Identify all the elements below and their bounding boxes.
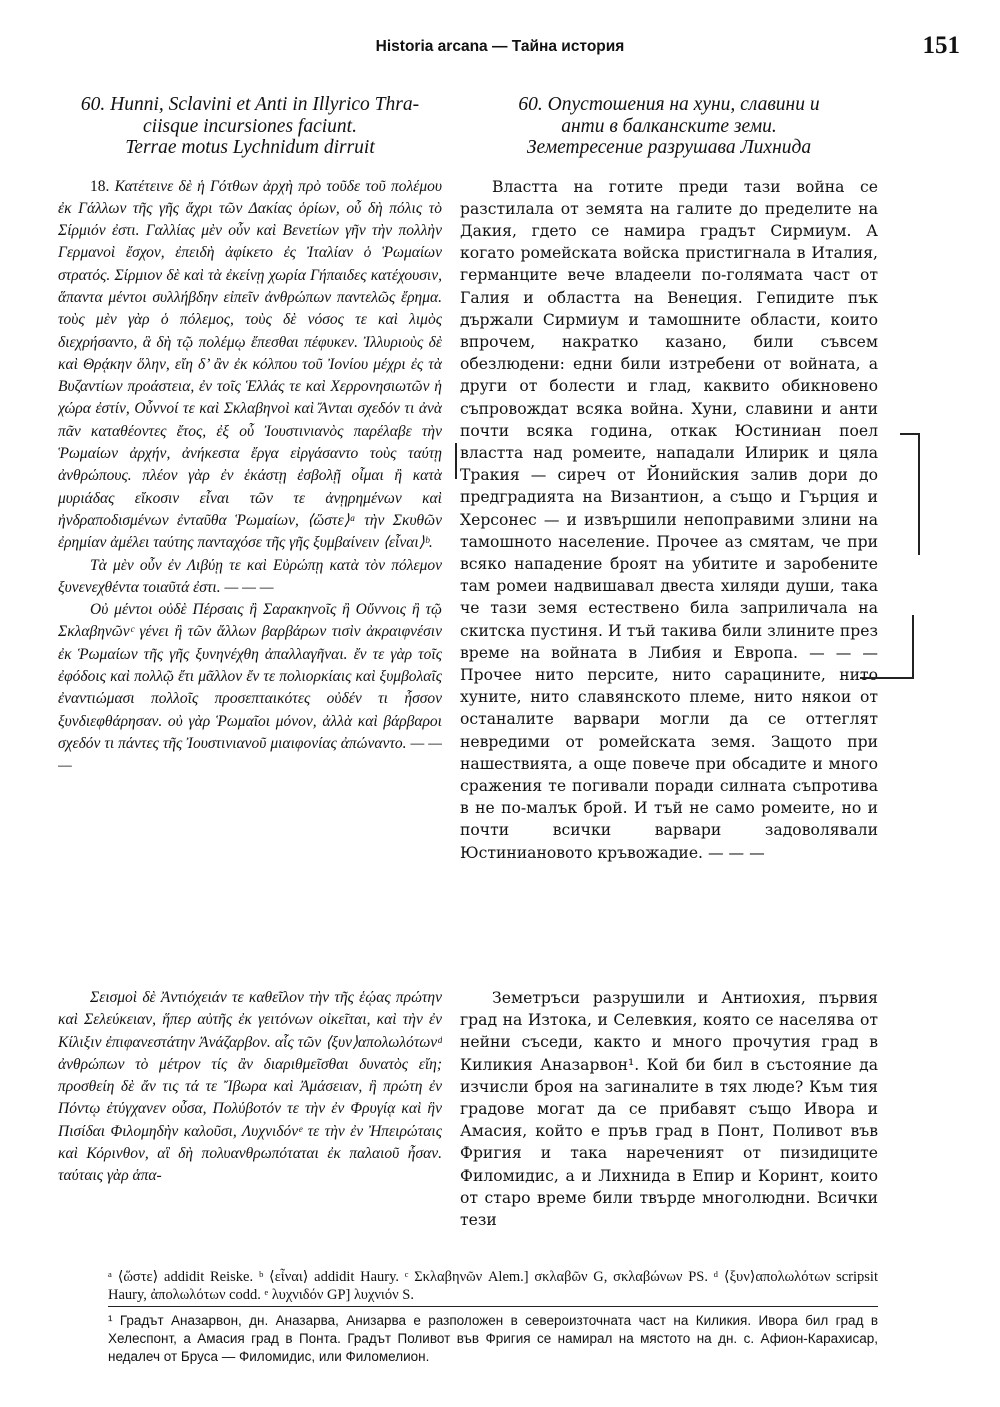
page-number: 151 bbox=[922, 32, 960, 59]
bulgarian-heading-line: 60. Опустошения на хуни, славини и bbox=[518, 94, 820, 115]
bulgarian-column-earthquake bbox=[460, 987, 878, 1231]
footnote-rule bbox=[108, 1306, 878, 1307]
latin-heading-line: 60. Hunni, Sclavini et Anti in Illyrico Thra- bbox=[80, 94, 420, 115]
greek-paragraph: Τὰ μὲν οὖν ἐν Λιβύῃ τε καὶ Εὐρώπῃ κατὰ τὸν πόλεμον ξυνενεχθέντα τοιαῦτά ἐστι. — — — bbox=[58, 556, 442, 596]
greek-column bbox=[58, 94, 442, 778]
running-head bbox=[40, 32, 960, 64]
latin-heading-line: ciisque incursiones faciunt. bbox=[143, 115, 357, 137]
translator-footnote: ¹ Градът Аназарвон, дн. Аназарва, Анизарва е разположен в североизточната част на Киликия. Ивора бил град в Хелеспонт, а Амасия град в Понта. Градът Поливот във Фригия се намирал на мястото на дн. с. Афион-Карахисар, недалеч от Бруса — Филомидис, или Филомелион. bbox=[108, 1313, 878, 1364]
margin-bracket-mark bbox=[860, 677, 914, 679]
margin-bracket-mark bbox=[900, 433, 920, 435]
bulgarian-section-heading bbox=[460, 94, 878, 159]
latin-heading-line: Terrae motus Lychnidum dirruit bbox=[125, 137, 375, 158]
margin-bracket-mark bbox=[912, 615, 914, 677]
section-number: 18. bbox=[90, 177, 110, 195]
greek-paragraph: Οὐ μέντοι οὐδὲ Πέρσαις ἢ Σαρακηνοῖς ἢ Οὔννοις ἢ τῷ Σκλαβηνῶνᶜ γένει ἢ τῶν ἄλλων βαρβάρων τισὶν ἀκραιφνέσιν ἐκ Ῥωμαίων τῆς γῆς ξυνηνέχθη ἀπαλλαγῆναι. ἔν τε γὰρ τοῖς ἐφόδοις καὶ πολλῷ ἔτι μᾶλλον ἔν τε πολιορκίαις καὶ ξυμβολαῖς ἐναντιώμασι πολλοῖς προσεπταικότες οὐδέν τι ἧσσον ξυνδιεφθάρησαν. οὐ γὰρ Ῥωμαῖοι μόνον, ἀλλὰ καὶ βάρβαροι σχεδόν τι πάντες τῆς Ἰουστινιανοῦ μιαιφονίας ἀπώναντο. — — — bbox=[58, 601, 442, 775]
latin-section-heading bbox=[58, 94, 442, 159]
greek-text: Κατέτεινε δὲ ἡ Γότθων ἀρχὴ πρὸ τοῦδε τοῦ πολέμου ἐκ Γάλλων τῆς γῆς ἄχρι τῶν Δακίας ὁρίων, οὗ δὴ πόλις τὸ Σίρμιόν ἐστι. Γαλλίας μὲν οὖν καὶ Βενετίων γῆν τὴν πολλὴν Γερμανοὶ ἔσχον, ἐπειδὴ ἀφίκετο ἐς Ἰταλίαν ὁ Ῥωμαίων στρατός. Σίρμιον δὲ καὶ τὰ ἐκείνῃ χωρία Γήπαιδες κατέχουσιν, ἅπαντα μέντοι συλλήβδην εἰπεῖν ἀνθρώπων παντελῶς ἔρημα. τοὺς μὲν γὰρ ὁ πόλεμος, τοὺς δὲ νόσος τε καὶ λιμὸς διεχρήσαντο, ἃ δὴ τῷ πολέμῳ ἔπεσθαι πέφυκεν. Ἰλλυριοὺς δὲ καὶ Θρᾴκην ὅλην, εἴη δ’ ἂν ἐκ κόλπου τοῦ Ἰονίου μέχρι ἐς τὰ Βυζαντίων προάστεια, ἐν τοῖς Ἑλλάς τε καὶ Χερρονησιωτῶν ἡ χώρα ἐστίν, Οὖννοί τε καὶ Σκλαβηνοὶ καὶ Ἄνται σχεδόν τι ἀνὰ πᾶν καταθέοντες ἔτος, ἐξ οὗ Ἰουστινιανὸς παρέλαβε τὴν Ῥωμαίων ἀρχήν, ἀνήκεστα ἔργα εἰργάσαντο τοὺς ταύτῃ ἀνθρώπους. πλέον γὰρ ἐν ἑκάστῃ ἐσβολῇ οἶμαι ἢ κατὰ μυριάδας εἴκοσιν εἶναι τῶν τε ἀνῃρημένων καὶ ἠνδραποδισμένων ἐνταῦθα Ῥωμαίων, ⟨ὥστε⟩ᵃ τὴν Σκυθῶν ἐρημίαν ἀμέλει ταύτης πανταχόσε τῆς γῆς ξυμβαίνειν ⟨εἶναι⟩ᵇ. bbox=[58, 177, 442, 552]
margin-bracket-mark bbox=[918, 435, 920, 555]
bulgarian-heading-line: Земетресение разрушава Лихнида bbox=[526, 137, 812, 158]
bulgarian-column bbox=[460, 94, 878, 864]
margin-bracket-mark bbox=[455, 443, 457, 479]
bulgarian-paragraph: Земетръси разрушили и Антиохия, първия град на Изтока, и Селевкия, която се населява от нейни съседи, както и много прочутия град в Киликия Аназарвон¹. Кой би бил в състояние да изчисли броя на загиналите в тях люде? Към тия градове могат да се прибавят също Ивора и Амасия, който е пръв град в Понт, Поливот във Фригия и така нареченият от пизидиците Филомидис, а и Лихнида в Епир и Коринт, които от старо време били твърде многолюдни. Всички тези bbox=[460, 989, 878, 1230]
greek-paragraph: Σεισμοὶ δὲ Ἀντιόχειάν τε καθεῖλον τὴν τῆς ἑῴας πρώτην καὶ Σελεύκειαν, ἥπερ αὐτῆς ἐκ γειτόνων οἰκεῖται, καὶ τὴν ἐν Κίλιξιν ἐπιφανεστάτην Ἀνάζαρβον. αἷς τῶν ⟨ξυν⟩απολωλότωνᵈ ἀνθρώπων τὸ μέτρον τίς ἂν διαριθμεῖσθαι δυνατὸς εἴη; προσθείη δὲ ἄν τις τά τε Ἴβωρα καὶ Ἀμάσειαν, ἣ πρώτη ἐν Πόντῳ ἐτύγχανεν οὖσα, Πολύβοτόν τε τὴν ἐν Φρυγίᾳ καὶ ἣν Πισίδαι Φιλομηδὴν καλοῦσι, Λυχνιδόνᵉ τε τὴν ἐν Ἠπειρώταις καὶ Κόρινθον, αἳ δὴ πολυανθρωπόταται ἐκ παλαιοῦ ἦσαν. ταύταις γὰρ ἁπα- bbox=[58, 989, 442, 1185]
greek-column-earthquake bbox=[58, 987, 442, 1188]
critical-apparatus: ᵃ ⟨ὥστε⟩ addidit Reiske. ᵇ ⟨εἶναι⟩ addidit Haury. ᶜ Σκλαβηνῶν Alem.] σκλαβῶν G, σκλαβώνων PS. ᵈ ⟨ξυν⟩απολωλότων scripsit Haury, ἀπολωλότων codd. ᵉ λυχνιδόν GP] λυχνιόν S. bbox=[108, 1269, 878, 1303]
running-title: Historia arcana — Тайна история bbox=[375, 38, 625, 55]
bulgarian-heading-line: анти в балканските земи. bbox=[561, 115, 777, 137]
bulgarian-paragraph: Властта на готите преди тази война се разстилала от земята на галите до пределите на Дакия, гдето се намира градът Сирмиум. А когато ромейската войска пристигнала в Италия, германците вече владеели по-голямата част от Галия и областта на Венеция. Гепидите пък държали Сирмиум и тамошните области, които впрочем, накратко казано, били съвсем обезлюдени: едни били изтребени от войната, а други от болести и глад, каквито обикновено съпровождат всяка война. Хуни, славини и анти почти всяка година, откак Юстиниан поел властта над ромеите, нападали Илирик и цяла Тракия — сиреч от Йонийския залив дори до предградията на Византион, а също и Гърция и Херсонес — и извършили непоправими злини на тамошното население. Прочее аз смятам, че при всяко нападение броят на убитите и заробените там ромеи надвишавал двеста хиляди души, така че тази земя естествено била заприличала на скитска пустиня. И тъй такива били злините през време на войната в Либия и Европа. — — — Прочее нито персите, нито сарацините, нито хуните, нито славянското племе, нито някои от останалите варвари могли да се оттеглят невредими от ромейската земя. Защото при нашествията, а още повече при обсадите и много сражения те погивали поради силната съпротива в не по-малък брой. И тъй не само ромеите, но и почти всички варвари задоволявали Юстиниановото кръвожадие. — — — bbox=[460, 177, 878, 862]
greek-paragraph bbox=[58, 176, 442, 555]
